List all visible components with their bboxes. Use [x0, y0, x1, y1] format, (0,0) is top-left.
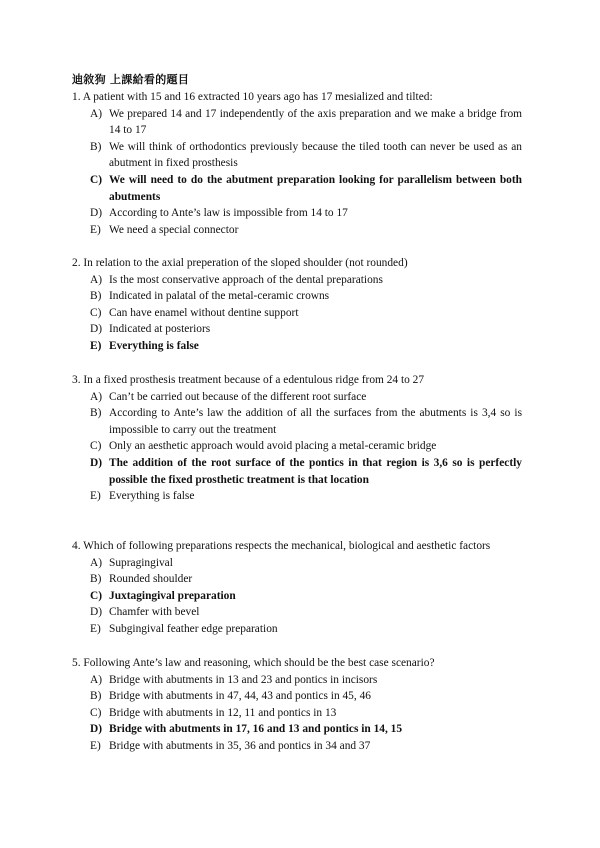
question-stem: 4. Which of following preparations respects the mechanical, biological and aesthetic factors [72, 540, 491, 552]
option-c-correct [72, 588, 522, 605]
option-label: B) [90, 690, 102, 703]
option-text: Bridge with abutments in 13 and 23 and pontics in incisors [109, 673, 378, 686]
option-text: The addition of the root surface of the pontics in that region is 3,6 so is perfectly possible the fixed prosthetic treatment is that location [109, 456, 522, 486]
option-text: Everything is false [109, 490, 195, 503]
option-text: Can have enamel without dentine support [109, 306, 299, 319]
option-label: A) [90, 556, 103, 569]
option-b [72, 139, 522, 172]
option-c [72, 305, 522, 322]
option-text: Bridge with abutments in 35, 36 and pontics in 34 and 37 [109, 739, 371, 752]
option-label: D) [90, 456, 103, 469]
question-stem: 5. Following Ante’s law and reasoning, which should be the best case scenario? [72, 657, 435, 669]
option-d [72, 205, 522, 222]
option-label: A) [90, 273, 103, 286]
option-d-correct [72, 455, 522, 488]
option-text: Bridge with abutments in 47, 44, 43 and pontics in 45, 46 [109, 690, 371, 703]
question-stem: 2. In relation to the axial preperation of the sloped shoulder (not rounded) [72, 257, 408, 269]
option-label: B) [90, 573, 102, 586]
option-label: E) [90, 339, 102, 352]
option-label: C) [90, 306, 102, 319]
option-label: A) [90, 673, 103, 686]
option-label: C) [90, 589, 103, 602]
option-text: Juxtagingival preparation [109, 589, 236, 602]
option-text: Chamfer with bevel [109, 606, 200, 619]
question-stem: 3. In a fixed prosthesis treatment because of a edentulous ridge from 24 to 27 [72, 374, 425, 386]
option-e [72, 621, 522, 638]
option-label: D) [90, 207, 103, 220]
option-c [72, 705, 522, 722]
option-label: A) [90, 107, 103, 120]
option-label: C) [90, 173, 103, 186]
option-text: Only an aesthetic approach would avoid placing a metal-ceramic bridge [109, 440, 437, 453]
option-text: Subgingival feather edge preparation [109, 622, 278, 635]
option-text: Bridge with abutments in 12, 11 and pontics in 13 [109, 706, 337, 719]
option-text: Everything is false [109, 339, 199, 352]
option-text: We will think of orthodontics previously because the tiled tooth can never be used as an abutment in fixed prosthesis [109, 140, 522, 170]
option-e [72, 738, 522, 755]
option-label: D) [90, 723, 103, 736]
option-c-correct [72, 172, 522, 205]
option-b [72, 288, 522, 305]
option-b [72, 688, 522, 705]
option-label: B) [90, 140, 102, 153]
option-text: Rounded shoulder [109, 573, 193, 586]
option-text: We prepared 14 and 17 independently of the axis preparation and we make a bridge from 14 to 17 [109, 107, 522, 137]
option-e [72, 488, 522, 505]
option-a [72, 272, 522, 289]
option-text: Indicated in palatal of the metal-ceramic crowns [109, 290, 330, 303]
option-text: Indicated at posteriors [109, 323, 211, 336]
option-label: E) [90, 739, 101, 752]
option-b [72, 571, 522, 588]
question-5 [72, 655, 542, 755]
option-label: C) [90, 440, 102, 453]
option-d-correct [72, 721, 522, 738]
option-d [72, 604, 522, 621]
option-b [72, 405, 522, 438]
option-label: E) [90, 223, 101, 236]
option-a [72, 106, 522, 139]
page-header: 迪敘狗 上課給看的題目 [72, 73, 190, 86]
question-1 [72, 89, 542, 238]
option-label: A) [90, 390, 103, 403]
option-text: Can’t be carried out because of the different root surface [109, 390, 367, 403]
option-label: E) [90, 490, 101, 503]
option-a [72, 389, 522, 406]
option-label: C) [90, 706, 102, 719]
option-c [72, 438, 522, 455]
question-4 [72, 538, 542, 638]
option-label: D) [90, 606, 103, 619]
option-label: B) [90, 407, 102, 420]
option-text: Is the most conservative approach of the dental preparations [109, 273, 383, 286]
option-text: According to Ante’s law the addition of all the surfaces from the abutments is 3,4 so is impossible to carry out the treatment [109, 407, 522, 436]
option-a [72, 672, 522, 689]
option-text: Supragingival [109, 556, 173, 569]
question-stem: 1. A patient with 15 and 16 extracted 10 years ago has 17 mesialized and tilted: [72, 91, 433, 103]
option-e-correct [72, 338, 522, 355]
option-e [72, 222, 522, 239]
option-label: B) [90, 290, 102, 303]
option-text: According to Ante’s law is impossible from 14 to 17 [109, 207, 348, 220]
option-text: We need a special connector [109, 223, 239, 236]
question-2 [72, 255, 542, 355]
option-d [72, 321, 522, 338]
option-label: E) [90, 622, 101, 635]
option-label: D) [90, 323, 103, 336]
option-text: Bridge with abutments in 17, 16 and 13 and pontics in 14, 15 [109, 723, 403, 736]
option-text: We will need to do the abutment preparation looking for parallelism between both abutments [109, 173, 522, 203]
question-3 [72, 372, 542, 505]
option-a [72, 555, 522, 572]
